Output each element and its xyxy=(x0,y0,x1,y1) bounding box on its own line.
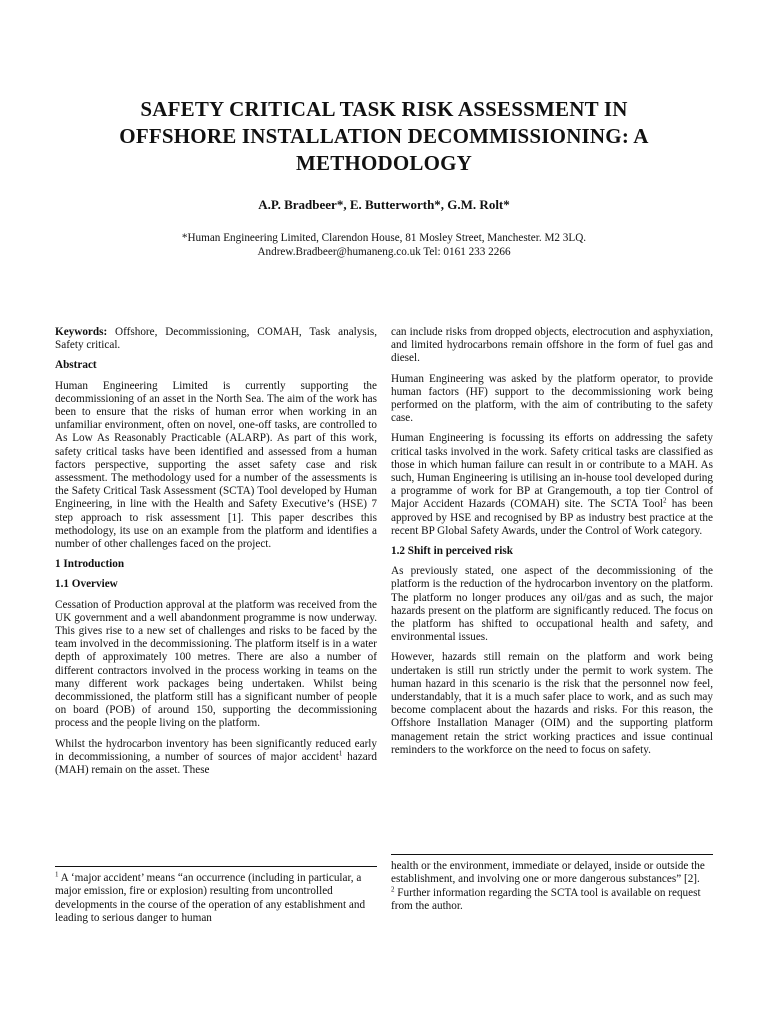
footnote-area-right xyxy=(391,860,713,914)
affiliation-address: *Human Engineering Limited, Clarendon House, 81 Mosley Street, Manchester. M2 3LQ. xyxy=(181,232,587,244)
footnote-2-mark: 2 xyxy=(391,885,395,894)
right-column xyxy=(391,326,713,764)
section-1-1-heading: 1.1 Overview xyxy=(55,578,118,591)
abstract-text: Human Engineering Limited is currently supporting the decommissioning of an asset in the North Sea. The aim of the work has been to ensure that the risks of human error when working in an unfamiliar environment, often on novel, one-off tasks, are controlled to As Low As Reasonably Practicable (ALARP). As part of this work, safety critical tasks have been identified and assessed from a human factors perspective, supporting the asset safety case and risk assessment. The methodology used for a number of the assessments is the Safety Critical Task Assessment (SCTA) Tool developed by Human Engineering, in line with the Health and Safety Executive’s (HSE) 7 step approach to risk assessment [1]. This paper describes this methodology, its use on an example from the platform and identifies a number of other challenges faced on the project. xyxy=(55,379,377,551)
right-paragraph-1: can include risks from dropped objects, electrocution and asphyxiation, and limited hydrocarbons remain offshore in the form of fuel gas and diesel. xyxy=(391,326,713,365)
keywords-paragraph xyxy=(55,326,377,352)
right-p3-end: has been approved by HSE and recognised by BP as industry best practice at the recent BP Global Safety Awards, under the Control of Work category. xyxy=(391,498,713,537)
overview-paragraph-2 xyxy=(55,738,377,778)
author-list: A.P. Bradbeer*, E. Butterworth*, G.M. Rolt* xyxy=(258,197,510,212)
right-paragraph-3 xyxy=(391,432,713,538)
right-p3-start: Human Engineering is focussing its efforts on addressing the safety critical tasks involved in the work. Safety critical tasks are classified as those in which human failure can result in or contribute to a MAH. As such, Human Engineering is utilising an in-house tool developed during a programme of work for BP at Grangemouth, a top tier Control of Major Accident Hazards (COMAH) site. The SCTA Tool xyxy=(391,432,713,511)
right-paragraph-2: Human Engineering was asked by the platform operator, to provide human factors (HF) support to the decommissioning work being performed on the platform, with the aim of contributing to the safety case. xyxy=(391,372,713,425)
affiliation xyxy=(60,231,708,259)
keywords-text: Offshore, Decommissioning, COMAH, Task analysis, Safety critical. xyxy=(55,326,377,352)
title-line-3: METHODOLOGY xyxy=(295,151,473,175)
right-paragraph-4: As previously stated, one aspect of the decommissioning of the platform is the reduction of the hydrocarbon inventory on the platform. The platform no longer produces any oil/gas and as such, the major hazards present on the platform are significantly reduced. The focus on the platform has shifted to occupational health and safety, and environmental issues. xyxy=(391,565,713,644)
footnote-ref-2: 2 xyxy=(663,496,667,505)
footnote-1-continued: health or the environment, immediate or delayed, inside or outside the establishment, and involving one or more dangerous substances” [2]. xyxy=(391,860,705,886)
left-column xyxy=(55,326,377,784)
paper-title xyxy=(60,96,708,177)
title-line-2: OFFSHORE INSTALLATION DECOMMISSIONING: A xyxy=(119,124,649,148)
section-1-heading: 1 Introduction xyxy=(55,558,125,571)
keywords-label: Keywords: xyxy=(55,326,108,338)
footnote-1-mark: 1 xyxy=(55,870,59,879)
affiliation-contact: Andrew.Bradbeer@humaneng.co.uk Tel: 0161 233 2266 xyxy=(257,246,511,258)
footnote-rule-right xyxy=(391,854,713,855)
footnote-1 xyxy=(55,872,377,926)
section-1-2-heading: 1.2 Shift in perceived risk xyxy=(391,545,513,558)
footnote-ref-1: 1 xyxy=(338,749,343,758)
overview-paragraph-1: Cessation of Production approval at the platform was received from the UK government and a well abandonment programme is now underway. This gives rise to a new set of challenges and risks to be faced by the team involved in the decommissioning. The platform itself is in a water depth of approximately 100 metres. There are also a number of different contractors involved in the process working in teams on the many different work packages being undertaken. Whilst being decommissioned, the platform still has a significant number of people on board (POB) of around 150, supporting the decommissioning process and the people living on the platform. xyxy=(55,598,377,730)
overview-p2-end: hazard (MAH) remain on the asset. These xyxy=(55,750,377,777)
footnote-rule-left xyxy=(55,866,377,867)
title-line-1: SAFETY CRITICAL TASK RISK ASSESSMENT IN xyxy=(140,97,628,121)
overview-p2-start: Whilst the hydrocarbon inventory has been significantly reduced early in decommissioning, a number of sources of major accident xyxy=(55,737,377,763)
footnote-1-text: A ‘major accident’ means “an occurrence (including in particular, a major emission, fire or explosion) resulting from uncontrolled developments in the course of the operation of any establishment and leading to serious danger to human xyxy=(55,872,366,925)
right-paragraph-5: However, hazards still remain on the platform and work being undertaken is still run strictly under the permit to work system. The human hazard in this scenario is the risk that the personnel now feel, understandably, that it is a much safer place to work, and as such may become complacent about the hazards and risks. For this reason, the Offshore Installation Manager (OIM) and the supporting platform management retain the strict working practices and issue continual reminders to the workforce on the need to focus on safety. xyxy=(391,651,713,756)
footnote-2-text: Further information regarding the SCTA tool is available on request from the author. xyxy=(391,886,701,913)
abstract-heading: Abstract xyxy=(55,359,97,372)
